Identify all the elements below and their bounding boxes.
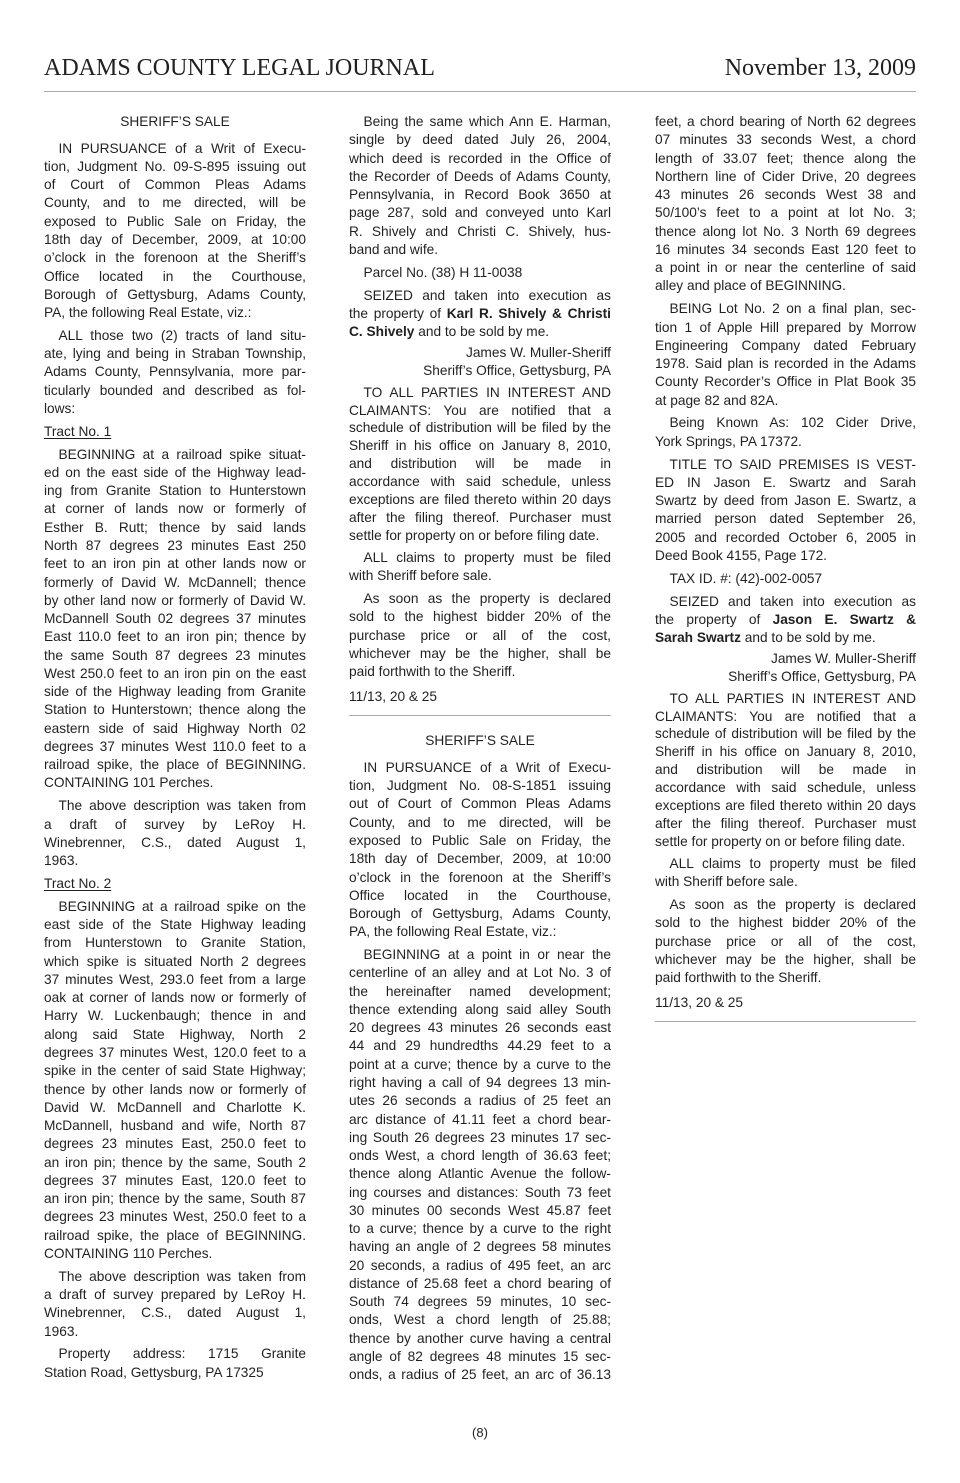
text-line: degrees 37 minutes West, 120.0 feet to a: [44, 1044, 306, 1060]
text-line: oak at corner of lands now or formerly of: [44, 990, 306, 1006]
text-line: and distribution will be made in: [349, 456, 611, 472]
text-line: spike in the center of said State Highway;: [44, 1063, 306, 1079]
text-line: ed on the east side of the Highway lead-: [44, 464, 306, 480]
text-line: 1963.: [44, 1323, 79, 1339]
paragraph: [655, 855, 916, 892]
text-line: 11/13, 20 & 25: [349, 688, 438, 704]
text-line: the hereinafter named development;: [349, 983, 611, 999]
publication-dates: [349, 686, 611, 706]
text-line: 2005 and recorded October 6, 2005 in: [655, 529, 916, 545]
text-line: BEGINNING at a railroad spike on the: [58, 898, 306, 914]
text-line: Tract No. 1: [44, 423, 112, 439]
text-line: side of the Highway leading from Granite: [44, 684, 306, 700]
text-line: along said State Highway, North 2: [44, 1026, 306, 1042]
journal-title: ADAMS COUNTY LEGAL JOURNAL: [44, 55, 435, 81]
text-line: onds, West a chord length of 25.88;: [349, 1312, 611, 1328]
text-line: sold to the highest bidder 20% of the: [655, 915, 916, 931]
text-line: thence by other lands now or formerly of: [44, 1081, 306, 1097]
tract-heading: [44, 423, 306, 441]
paragraph: [655, 414, 916, 451]
text-line: accordance with said schedule, unless: [349, 473, 611, 489]
text-line: Pennsylvania, in Record Book 3650 at: [349, 187, 611, 203]
section-divider: [655, 1021, 916, 1022]
text-line: 1978. Said plan is recorded in the Adams: [655, 356, 916, 372]
text-line: ing from Granite Station to Hunterstown: [44, 483, 306, 499]
paragraph: [44, 1268, 306, 1341]
text-line: exposed to Public Sale on Friday, the: [44, 213, 306, 229]
text-line: exceptions are filed thereto within 20 days: [349, 491, 611, 507]
text-line: County, and to me directed, will be: [44, 195, 306, 211]
text-line: settle for property on or before filing date.: [349, 527, 600, 543]
text-line: 18th day of December, 2009, at 10:00: [44, 231, 306, 247]
text-line: degrees 23 minutes West, 250.0 feet to a: [44, 1209, 306, 1225]
text-line: East 110.0 feet to an iron pin; thence by: [44, 629, 306, 645]
text-line: sold to the highest bidder 20% of the: [349, 609, 611, 625]
text-line: at corner of lands now or formerly of: [44, 501, 306, 517]
text-line: Office located in the Courthouse,: [349, 887, 611, 903]
text-line: ing South 26 degrees 23 minutes 17 sec-: [349, 1129, 611, 1145]
paragraph: [349, 287, 611, 342]
text-line: County Recorder’s Office in Plat Book 35: [655, 374, 916, 390]
text-line: o’clock in the forenoon at the Sheriff’s: [349, 869, 611, 885]
text-line: [349, 323, 611, 341]
text-line: 50/100’s feet to a point at lot No. 3;: [655, 205, 916, 221]
text-line: Swartz by deed from Jason E. Swartz, a: [655, 493, 916, 509]
text-line: after the filing thereof. Purchaser must: [655, 815, 916, 831]
header-rule: [44, 91, 916, 92]
text-line: BEGINNING at a point in or near the: [363, 947, 611, 963]
text-line: whichever may be the higher, shall be: [655, 951, 916, 967]
text-line: SEIZED and taken into execution as: [669, 593, 916, 609]
text-line: onds West, a chord length of 36.63 feet;: [349, 1148, 611, 1164]
text-line: feet to an iron pin at other lands now or: [44, 556, 306, 572]
text-line: onds, a radius of 25 feet, an arc of 36.13: [349, 1367, 611, 1383]
text-line: North 87 degrees 23 minutes East 250: [44, 538, 306, 554]
text-line: with Sheriff before sale.: [655, 874, 798, 890]
text-line: 18th day of December, 2009, at 10:00: [349, 851, 611, 867]
text-segment: and to be sold by me.: [740, 630, 876, 646]
text-line: SHERIFF’S SALE: [120, 114, 230, 129]
sheriff-signature: [349, 344, 611, 379]
text-line: band and wife.: [349, 241, 439, 257]
text-line: Borough of Gettysburg, Adams County,: [349, 906, 611, 922]
text-line: an iron pin; thence by the same, South 87: [44, 1191, 306, 1207]
text-line: of Court of Common Pleas Adams: [44, 177, 306, 193]
text-line: with Sheriff before sale.: [349, 568, 492, 584]
text-line: arc distance of 41.11 feet a chord bear-: [349, 1111, 611, 1127]
text-line: IN PURSUANCE of a Writ of Execu-: [58, 140, 306, 156]
text-line: to a curve; thence by a curve to the right: [349, 1221, 611, 1237]
text-line: thence along Atlantic Avenue the follow-: [349, 1166, 611, 1182]
text-line: centerline of an alley and at Lot No. 3 of: [349, 965, 611, 981]
text-line: As soon as the property is declared: [363, 591, 611, 607]
issue-date: November 13, 2009: [724, 55, 916, 81]
paragraph: [44, 446, 306, 793]
text-line: McDannell, husband and wife, North 87: [44, 1118, 306, 1134]
sale-heading: [44, 113, 306, 131]
text-line: The above description was taken from: [58, 798, 306, 814]
text-line: TITLE TO SAID PREMISES IS VEST-: [669, 456, 916, 472]
text-line: ALL claims to property must be filed: [363, 549, 611, 565]
text-line: [655, 611, 916, 629]
text-line: o’clock in the forenoon at the Sheriff’s: [44, 250, 306, 266]
column-2: [349, 113, 611, 1389]
paragraph: [655, 570, 916, 588]
text-line: after the filing thereof. Purchaser must: [349, 509, 611, 525]
text-line: TO ALL PARTIES IN INTEREST AND: [363, 384, 611, 400]
text-line: R. Shively and Christi C. Shively, hus-: [349, 223, 611, 239]
paragraph: [655, 456, 916, 566]
text-line: 30 minutes 00 seconds West 45.87 feet: [349, 1202, 611, 1218]
text-line: The above description was taken from: [58, 1268, 306, 1284]
paragraph: [655, 113, 916, 296]
section-divider: [349, 715, 611, 716]
text-line: As soon as the property is declared: [669, 897, 916, 913]
text-line: thence extending along said alley South: [349, 1001, 611, 1017]
paragraph: [349, 264, 611, 282]
text-line: tion 1 of Apple Hill prepared by Morrow: [655, 319, 916, 335]
text-segment: the property of: [655, 611, 773, 627]
text-line: BEING Lot No. 2 on a final plan, sec-: [669, 301, 916, 317]
text-line: the Recorder of Deeds of Adams County,: [349, 168, 611, 184]
text-line: having an angle of 2 degrees 58 minutes: [349, 1239, 611, 1255]
text-line: purchase price or all of the cost,: [349, 627, 611, 643]
text-line: eastern side of said Highway North 02: [44, 720, 306, 736]
text-line: utes 26 seconds a radius of 25 feet an: [349, 1093, 611, 1109]
text-line: Winebrenner, C.S., dated August 1,: [44, 1305, 306, 1321]
text-line: alley and place of BEGINNING.: [655, 278, 846, 294]
text-line: CONTAINING 110 Perches.: [44, 1245, 213, 1261]
text-line: a point in or near the centerline of said: [655, 260, 916, 276]
text-line: ALL those two (2) tracts of land situ-: [58, 327, 306, 343]
text-line: Sheriff’s Office, Gettysburg, PA: [728, 668, 916, 684]
text-segment: the property of: [349, 305, 447, 321]
text-line: purchase price or all of the cost,: [655, 933, 916, 949]
text-line: ing courses and distances: South 73 feet: [349, 1184, 611, 1200]
text-line: tion, Judgment No. 08-S-1851 issuing: [349, 778, 611, 794]
text-line: 20 degrees 43 minutes 26 seconds east: [349, 1020, 611, 1036]
text-line: BEGINNING at a railroad spike situat-: [58, 446, 306, 462]
text-line: SHERIFF’S SALE: [425, 733, 535, 749]
text-line: feet, a chord bearing of North 62 degrees: [655, 114, 916, 129]
text-line: [655, 629, 916, 647]
text-line: at page 82 and 82A.: [655, 392, 779, 408]
text-line: PA, the following Real Estate, viz.:: [349, 924, 557, 940]
text-line: schedule of distribution will be filed by the: [349, 420, 611, 436]
text-line: 37 minutes West, 293.0 feet from a large: [44, 971, 306, 987]
text-line: [349, 305, 611, 323]
text-line: Property address: 1715 Granite: [58, 1346, 306, 1362]
text-line: ate, lying and being in Straban Township,: [44, 346, 306, 362]
text-line: accordance with said schedule, unless: [655, 780, 916, 795]
paragraph: [349, 946, 611, 1384]
text-line: point at a curve; thence by a curve to the: [349, 1056, 611, 1072]
text-line: angle of 82 degrees 48 minutes 15 sec-: [349, 1349, 611, 1364]
sheriff-signature: [655, 650, 916, 685]
text-line: Sheriff in his office on January 8, 2010,: [655, 744, 916, 760]
text-line: Adams County, Pennsylvania, more par-: [44, 364, 306, 380]
text-line: 11/13, 20 & 25: [655, 995, 744, 1011]
paragraph: [349, 549, 611, 586]
text-line: paid forthwith to the Sheriff.: [349, 664, 516, 680]
text-line: PA, the following Real Estate, viz.:: [44, 305, 252, 321]
text-line: 16 minutes 34 seconds East 120 feet to: [655, 241, 916, 257]
text-line: exceptions are filed thereto within 20 days: [655, 797, 916, 813]
text-line: Northern line of Cider Drive, 20 degrees: [655, 168, 916, 184]
text-line: an iron pin; thence by the same, South 2: [44, 1154, 306, 1170]
column-3: [655, 113, 916, 1038]
text-line: Esther B. Rutt; thence by said lands: [44, 519, 306, 535]
text-line: railroad spike, the place of BEGINNING.: [44, 1227, 306, 1243]
text-line: length of 33.07 feet; thence along the: [655, 150, 916, 166]
text-line: ticularly bounded and described as fol-: [44, 382, 306, 398]
tract-heading: [44, 875, 306, 893]
text-line: Station Road, Gettysburg, PA 17325: [44, 1364, 264, 1380]
distribution-notice: [655, 690, 916, 851]
paragraph: [349, 759, 611, 942]
text-line: page 287, sold and conveyed unto Karl: [349, 205, 611, 221]
text-line: SEIZED and taken into execution as: [363, 287, 611, 303]
text-line: Winebrenner, C.S., dated August 1,: [44, 834, 306, 850]
party-name: Jason E. Swartz &: [772, 611, 916, 627]
paragraph: [44, 140, 306, 323]
text-line: out of Court of Common Pleas Adams: [349, 796, 611, 812]
party-name: Sarah Swartz: [655, 630, 741, 646]
text-line: McDannell South 02 degrees 37 minutes: [44, 611, 306, 627]
text-line: thence along lot No. 3 North 69 degrees: [655, 223, 916, 239]
paragraph: [44, 898, 306, 1263]
text-line: TAX ID. #: (42)-002-0057: [669, 570, 823, 586]
paragraph: [44, 797, 306, 870]
text-line: CLAIMANTS: You are notified that a: [349, 402, 611, 418]
text-line: tion, Judgment No. 09-S-895 issuing out: [44, 158, 306, 174]
text-line: Office located in the Courthouse,: [44, 268, 306, 284]
party-name: C. Shively: [349, 324, 415, 340]
text-line: South 74 degrees 59 minutes, 10 sec-: [349, 1294, 611, 1310]
text-line: exposed to Public Sale on Friday, the: [349, 832, 611, 848]
text-line: 20 seconds, a radius of 495 feet, an arc: [349, 1257, 611, 1273]
text-line: single by deed dated July 26, 2004,: [349, 132, 611, 148]
text-line: by other land now or formerly of David W.: [44, 592, 306, 608]
text-line: ED IN Jason E. Swartz and Sarah: [655, 474, 916, 490]
text-line: Station to Hunterstown; thence along the: [44, 702, 306, 718]
text-line: West 250.0 feet to an iron pin on the east: [44, 665, 306, 681]
text-line: David W. McDannell and Charlotte K.: [44, 1099, 306, 1115]
paragraph: [655, 300, 916, 410]
text-line: James W. Muller-Sheriff: [770, 651, 916, 666]
text-line: a draft of survey by LeRoy H.: [44, 816, 306, 832]
text-line: degrees 37 minutes West 110.0 feet to a: [44, 738, 306, 754]
paragraph: [44, 1345, 306, 1382]
paragraph: [349, 113, 611, 259]
paragraph: [655, 593, 916, 648]
text-line: 07 minutes 33 seconds West, a chord: [655, 132, 916, 148]
text-line: which spike is situated North 2 degrees: [44, 953, 306, 969]
text-line: 44 and 29 hundredths 44.29 feet to a: [349, 1038, 611, 1054]
text-line: Being Known As: 102 Cider Drive,: [669, 415, 916, 431]
text-line: Being the same which Ann E. Harman,: [363, 114, 611, 129]
paragraph: [655, 896, 916, 987]
text-line: paid forthwith to the Sheriff.: [655, 970, 822, 986]
text-line: Engineering Company dated February: [655, 337, 916, 353]
paragraph: [44, 327, 306, 418]
text-line: the same South 87 degrees 23 minutes: [44, 647, 306, 663]
publication-dates: [655, 992, 916, 1012]
text-line: settle for property on or before filing date.: [655, 833, 906, 849]
text-line: from Hunterstown to Granite Station,: [44, 935, 306, 951]
text-line: 1963.: [44, 853, 79, 869]
text-line: Parcel No. (38) H 11-0038: [363, 264, 523, 280]
text-line: CLAIMANTS: You are notified that a: [655, 708, 916, 724]
text-line: thence by another curve having a central: [349, 1330, 611, 1346]
text-line: Tract No. 2: [44, 875, 112, 891]
text-line: married person dated September 26,: [655, 511, 916, 527]
text-line: east side of the State Highway leading: [44, 917, 306, 933]
text-line: right having a call of 94 degrees 13 min-: [349, 1075, 611, 1091]
text-line: Sheriff in his office on January 8, 2010,: [349, 438, 611, 454]
text-line: schedule of distribution will be filed by the: [655, 726, 916, 742]
column-1: [44, 113, 306, 1387]
text-line: ALL claims to property must be filed: [669, 855, 916, 871]
text-line: distance of 25.68 feet a chord bearing of: [349, 1275, 611, 1291]
text-line: Sheriff’s Office, Gettysburg, PA: [423, 362, 611, 378]
text-segment: and to be sold by me.: [414, 324, 550, 340]
text-line: TO ALL PARTIES IN INTEREST AND: [669, 690, 916, 706]
text-line: which deed is recorded in the Office of: [349, 150, 611, 166]
text-line: James W. Muller-Sheriff: [465, 344, 611, 360]
page-number: (8): [472, 1425, 488, 1440]
text-line: lows:: [44, 400, 76, 416]
text-line: a draft of survey prepared by LeRoy H.: [44, 1287, 306, 1303]
party-name: Karl R. Shively & Christi: [446, 305, 611, 321]
text-line: 43 minutes 26 seconds West 38 and: [655, 187, 916, 203]
text-line: County, and to me directed, will be: [349, 814, 611, 830]
text-line: Deed Book 4155, Page 172.: [655, 547, 827, 563]
distribution-notice: [349, 384, 611, 545]
text-line: railroad spike, the place of BEGINNING.: [44, 757, 306, 773]
text-line: York Springs, PA 17372.: [655, 433, 802, 449]
sale-heading: [349, 732, 611, 750]
paragraph: [349, 590, 611, 681]
text-line: degrees 23 minutes East, 250.0 feet to: [44, 1136, 306, 1152]
text-line: whichever may be the higher, shall be: [349, 645, 611, 661]
text-line: Harry W. Luckenbaugh; thence in and: [44, 1008, 306, 1024]
text-line: formerly of David W. McDannell; thence: [44, 574, 306, 590]
text-line: CONTAINING 101 Perches.: [44, 775, 214, 791]
text-line: and distribution will be made in: [655, 762, 916, 778]
text-line: Borough of Gettysburg, Adams County,: [44, 286, 306, 302]
text-line: degrees 37 minutes East, 120.0 feet to: [44, 1172, 306, 1188]
text-line: IN PURSUANCE of a Writ of Execu-: [363, 759, 611, 775]
